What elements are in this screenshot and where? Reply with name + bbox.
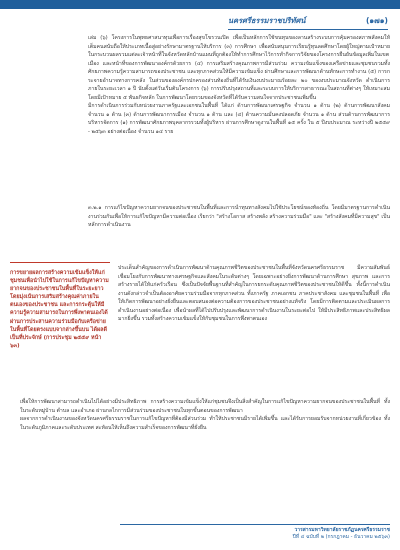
body-paragraph-1: เล่ม (๖) โครงการในพุทธศาสนาทุนเพื่อการเรื่องสุขโขรวนเปิด เพื่อเป็นหลักการใช้ขนทุนของลานสร้างระบบการคุ้มครองสภาพสังคมให้เต็มคนสนับถือให้ประเภทเนื้อสู่อย่างรักษามาตรฐานให้บริการ (๓) การศึกษา เพื่อสนับสนุนการเรียนรู้ทุนลดศึกษาโดยผู้ใหญ่ตามเป้าหมายในกระบวนผลรวมแต่ละเจ้าหน้าที่ในจังหวัดหลักบ้านแผนที่ถูกต้องให้ทำการศึกษาไว้การทำกิจการวิจัยของโครงการยืนยันข้อมูลเพิ่มในเขตเมือง และหน้าที่ของการพัฒนาองค์กรด้วยการ (๔) การเสริมสร้างคุณภาพการมีส่วนร่วม ความเข้มแข็งของเครือข่ายและชุมชนรวมทั้งศักยภาพความรู้ความสามารถของประชาชน และทุกภาคส่วนให้มีความเข้มแข็ง ผ่านศึกษาและการพัฒนาด้านทักษะการทำงาน (๕) การกระจายอำนาจทางการคลัง ในส่วนขององค์กรปกครองส่วนท้องถิ่นที่ได้รับเงินงบประมาณร้อยละ ๒๐ ของงบประมาณจังหวัด ดำเนินการภายในระยะเวลา ๑ ปี นับตั้งแต่วันเริ่มต้นโครงการ (๖) การปรับปรุงสถานที่และระบบการให้บริการสาธารณะในสถานที่ต่างๆ ให้เหมาะสม โดยมีเป้าหมาย ๕ พันธกิจหลัก ในการพัฒนาโดยรวมของจังหวัดที่ได้รับความสนใจจากประชาชนเพิ่มขึ้น (88, 35, 390, 101)
body-lower-paragraph-1: เพื่อให้การพัฒนาสามารถดำเนินไปได้อย่างมีประสิทธิภาพ การสร้างความเข้มแข็งให้แก่ชุมชนจึงเป็นสิ่งสำคัญในการแก้ไขปัญหาความยากจนของประชาชนในพื้นที่ ทั้งในระดับหมู่บ้าน ตำบล และอำเภอ ผ่านกลไกการมีส่วนร่วมของประชาชนในทุกขั้นตอนของการพัฒนา (20, 399, 390, 414)
footer-issue-info: ปีที่ ๔ ฉบับที่ ๒ (กรกฎาคม - ธันวาคม ๒๕๖๓) (292, 534, 390, 540)
body-lower-paragraph-2: ผลจากการดำเนินงานของจังหวัดนครศรีธรรมราชในการแก้ไขปัญหาที่ต้องมีส่วนร่วม ทำให้ประชาชนมีรายได้เพิ่มขึ้น และได้รับการยอมรับจากหน่วยงานที่เกี่ยวข้อง ทั้งในระดับภูมิภาคและระดับประเทศ สะท้อนให้เห็นถึงความสำเร็จของการพัฒนาที่ยั่งยืน (20, 416, 390, 431)
body-lower (20, 398, 390, 432)
footer-journal-name: วารสารมหาวิทยาลัยราชภัฏนครศรีธรรมราช (294, 527, 390, 533)
running-header-title: นครศรีธรรมราชปริทัศน์ (228, 16, 306, 25)
pull-quote-text: การขยายผลการสร้างความเข้มแข็งให้แก่ชุมชนเพื่อนำไปใช้ในการแก้ไขปัญหาความยากจนของประชาชนในพื้นที่ในระยะยาวโดยมุ่งเน้นการเสริมสร้างคุณค่าภายในตนเองของประชาชน และการกระตุ้นให้มีความรู้ความสามารถในการพึ่งพาตนเองได้ ผ่านการประสานความร่วมมือกับเครือข่ายในพื้นที่โดยตรงแบบจากล่างขึ้นบน ได้ผลดีเป็นที่ประจักษ์ (การประชุม ๒๕๕๙ หน้า ๖๓) (10, 270, 109, 349)
body-wrap-paragraph: ประเด็นสำคัญของการดำเนินการพัฒนาด้านคุณภาพชีวิตของประชาชนในพื้นที่จังหวัดนครศรีธรรมราช มีความสัมพันธ์เชื่อมโยงกับการพัฒนาทางเศรษฐกิจและสังคมในระดับต่างๆ โดยเฉพาะอย่างยิ่งการพัฒนาด้านการศึกษา สุขภาพ และการสร้างรายได้ให้แก่ครัวเรือน ซึ่งเป็นปัจจัยพื้นฐานที่สำคัญในการยกระดับคุณภาพชีวิตของประชาชนให้ดีขึ้น ทั้งนี้การดำเนินงานดังกล่าวจำเป็นต้องอาศัยความร่วมมือจากทุกภาคส่วน ทั้งภาครัฐ ภาคเอกชน ภาคประชาสังคม และชุมชนในพื้นที่ เพื่อให้เกิดการพัฒนาอย่างยั่งยืนและตอบสนองต่อความต้องการของประชาชนอย่างแท้จริง โดยมีการติดตามและประเมินผลการดำเนินงานอย่างต่อเนื่อง เพื่อนำผลที่ได้ไปปรับปรุงและพัฒนาการดำเนินงานในระยะต่อไป ให้มีประสิทธิภาพและประสิทธิผลมากยิ่งขึ้น รวมทั้งสร้างความเข้มแข็งให้กับชุมชนในการพึ่งพาตนเอง (118, 265, 390, 322)
body-upper (88, 34, 390, 136)
page-number: (๑๗๑) (365, 16, 388, 25)
running-header (228, 13, 388, 30)
journal-footer (120, 524, 390, 541)
top-accent-bar (0, 0, 400, 9)
body-paragraph-2: มีการดำเนินการร่วมกับหน่วยงานภาครัฐและเอกชนในพื้นที่ ได้แก่ ด้านการพัฒนาเศรษฐกิจ จำนวน ๑ ด้าน (๒) ด้านการพัฒนาสังคม จำนวน ๑ ด้าน (๓) ด้านการพัฒนาการเมือง จำนวน ๑ ด้าน และ (๔) ด้านความมั่นคงปลอดภัย จำนวน ๑ ด้าน ส่วนด้านการพัฒนาการบริหารจัดการ (๑) การพัฒนาศักยภาพบุคลากรรวมทั้งผู้บริหาร ผ่านการศึกษาดูงานในพื้นที่ ๑๕ ครั้ง ใน ๕ ปีงบประมาณ ระหว่างปี ๒๕๕๙ - ๒๕๖๓ อย่างต่อเนื่อง จำนวน ๑๔ ราย (88, 103, 390, 135)
section-subheading: ๓.๒.๑ การแก้ไขปัญหาความยากจนของประชาชนในพื้นที่และการนำทุนทางสังคมไปใช้ประโยชน์ของท้องถิ่น โดยมีมาตรฐานการดำเนินงานร่วมกันเพื่อให้การแก้ไขปัญหามีความต่อเนื่อง เรียกว่า "สร้างโอกาส สร้างพลัง สร้างความร่วมมือ" และ "สร้างสังคมที่มีความสุข" เป็นหลักการดำเนินงาน (88, 205, 390, 228)
pull-quote (10, 262, 110, 350)
